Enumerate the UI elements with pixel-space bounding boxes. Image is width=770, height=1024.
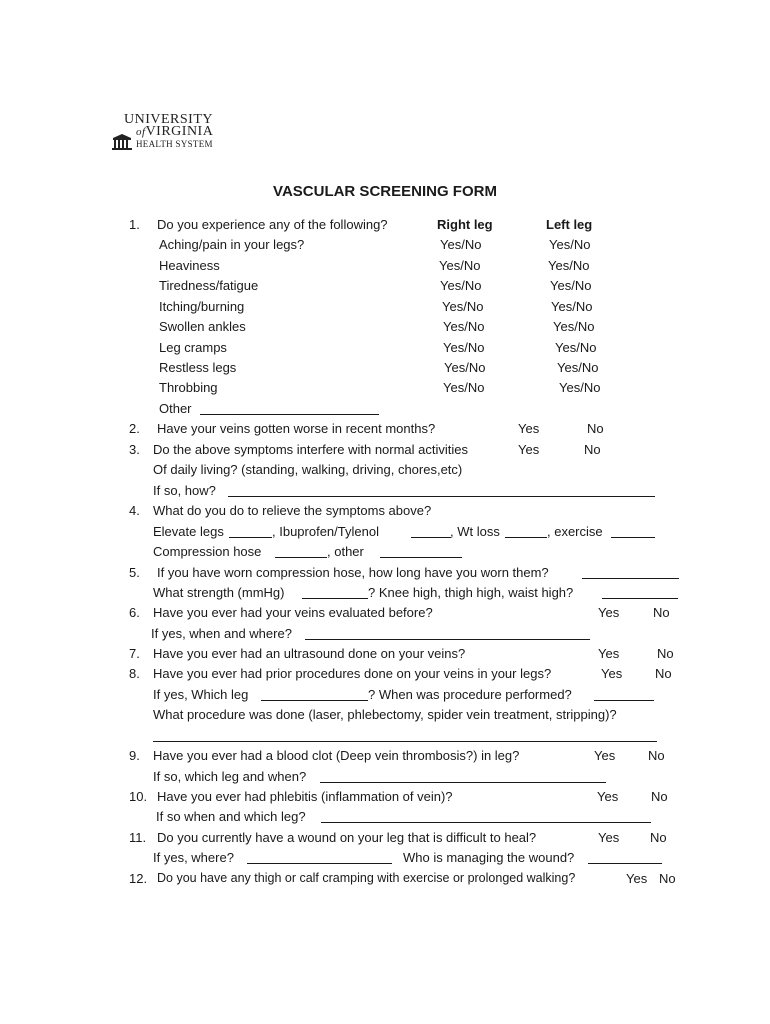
q1-item: Tiredness/fatigue — [159, 278, 259, 293]
q8-when-label: ? When was procedure performed? — [368, 687, 572, 702]
q9-text: Have you ever had a blood clot (Deep vein thrombosis?) in leg? — [153, 748, 520, 763]
logo-line-1: UNIVERSITY — [124, 112, 213, 127]
left-yes-no[interactable]: Yes/No — [559, 380, 601, 395]
q3-no[interactable]: No — [584, 442, 601, 457]
q1-item: Swollen ankles — [159, 319, 246, 334]
left-yes-no[interactable]: Yes/No — [548, 258, 590, 273]
q6-no[interactable]: No — [653, 605, 670, 620]
rotunda-icon — [112, 134, 132, 150]
right-yes-no[interactable]: Yes/No — [440, 278, 482, 293]
q1-item: Leg cramps — [159, 340, 227, 355]
q4-text: What do you do to relieve the symptoms above? — [153, 503, 432, 518]
q7-no[interactable]: No — [657, 646, 674, 661]
q4-other-label: , other — [327, 544, 364, 559]
left-yes-no[interactable]: Yes/No — [555, 340, 597, 355]
q8-no[interactable]: No — [655, 666, 672, 681]
q4-hose-label: Compression hose — [153, 544, 262, 559]
right-leg-header: Right leg — [437, 217, 493, 232]
q4-wtloss-label: , Wt loss — [450, 524, 500, 539]
q4-elevate-field[interactable] — [229, 537, 272, 538]
q11-where-label: If yes, where? — [153, 850, 234, 865]
q9-number: 9. — [129, 748, 140, 763]
q5-strength-label: What strength (mmHg) — [153, 585, 285, 600]
q8-which-field[interactable] — [261, 700, 368, 701]
form-title: VASCULAR SCREENING FORM — [273, 183, 497, 200]
right-yes-no[interactable]: Yes/No — [440, 237, 482, 252]
q8-number: 8. — [129, 666, 140, 681]
q1-item: Throbbing — [159, 380, 218, 395]
q4-exercise-label: , exercise — [547, 524, 603, 539]
q8-yes[interactable]: Yes — [601, 666, 623, 681]
q4-other-field[interactable] — [380, 557, 462, 558]
q10-yes[interactable]: Yes — [597, 789, 619, 804]
q2-text: Have your veins gotten worse in recent months? — [157, 421, 436, 436]
logo-line-3: HEALTH SYSTEM — [136, 139, 213, 149]
q11-no[interactable]: No — [650, 830, 667, 845]
q11-managing-field[interactable] — [588, 863, 662, 864]
q6-when-label: If yes, when and where? — [151, 626, 292, 641]
q8-what-label: What procedure was done (laser, phlebectomy, spider vein treatment, stripping)? — [153, 707, 617, 722]
q8-what-field[interactable] — [153, 741, 657, 742]
q5-duration-field[interactable] — [582, 578, 679, 579]
q12-text: Do you have any thigh or calf cramping with exercise or prolonged walking? — [157, 871, 576, 885]
q3-number: 3. — [129, 442, 140, 457]
left-yes-no[interactable]: Yes/No — [557, 360, 599, 375]
q1-item: Aching/pain in your legs? — [159, 237, 305, 252]
q11-number: 11. — [129, 830, 147, 845]
q7-yes[interactable]: Yes — [598, 646, 620, 661]
left-yes-no[interactable]: Yes/No — [549, 237, 591, 252]
q9-which-field[interactable] — [320, 782, 606, 783]
q3-how-field[interactable] — [228, 496, 655, 497]
right-yes-no[interactable]: Yes/No — [443, 380, 485, 395]
q4-ibuprofen-field[interactable] — [411, 537, 451, 538]
right-yes-no[interactable]: Yes/No — [442, 299, 484, 314]
q2-yes[interactable]: Yes — [518, 421, 540, 436]
right-yes-no[interactable]: Yes/No — [439, 258, 481, 273]
q8-when-field[interactable] — [594, 700, 654, 701]
q9-which-label: If so, which leg and when? — [153, 769, 307, 784]
q11-managing-label: Who is managing the wound? — [403, 850, 575, 865]
logo-of: of — [136, 126, 146, 138]
q10-when-label: If so when and which leg? — [156, 809, 306, 824]
q11-text: Do you currently have a wound on your leg that is difficult to heal? — [157, 830, 537, 845]
q1-number: 1. — [129, 217, 140, 232]
q1-item: Restless legs — [159, 360, 237, 375]
q7-number: 7. — [129, 646, 140, 661]
left-yes-no[interactable]: Yes/No — [553, 319, 595, 334]
q5-strength-field[interactable] — [302, 598, 368, 599]
q5-number: 5. — [129, 565, 140, 580]
q4-hose-field[interactable] — [275, 557, 327, 558]
q6-number: 6. — [129, 605, 140, 620]
q3-yes[interactable]: Yes — [518, 442, 540, 457]
logo-line-2 — [136, 124, 213, 140]
q10-no[interactable]: No — [651, 789, 668, 804]
q4-number: 4. — [129, 503, 140, 518]
q12-yes[interactable]: Yes — [626, 871, 648, 886]
q3-how-label: If so, how? — [153, 483, 216, 498]
left-yes-no[interactable]: Yes/No — [550, 278, 592, 293]
q5-knee-field[interactable] — [602, 598, 678, 599]
q3-text: Do the above symptoms interfere with normal activities — [153, 442, 469, 457]
q6-when-field[interactable] — [305, 639, 590, 640]
q1-item: Itching/burning — [159, 299, 245, 314]
logo-virginia: VIRGINIA — [145, 124, 214, 139]
q8-text: Have you ever had prior procedures done on your veins in your legs? — [153, 666, 552, 681]
q5-knee-label: ? Knee high, thigh high, waist high? — [368, 585, 574, 600]
q4-elevate-label: Elevate legs — [153, 524, 224, 539]
q6-text: Have you ever had your veins evaluated before? — [153, 605, 433, 620]
q1-item: Heaviness — [159, 258, 220, 273]
q1-other-label: Other — [159, 401, 192, 416]
q8-which-label: If yes, Which leg — [153, 687, 249, 702]
q4-wtloss-field[interactable] — [505, 537, 547, 538]
q11-where-field[interactable] — [247, 863, 392, 864]
q2-no[interactable]: No — [587, 421, 604, 436]
left-yes-no[interactable]: Yes/No — [551, 299, 593, 314]
right-yes-no[interactable]: Yes/No — [444, 360, 486, 375]
q1-text: Do you experience any of the following? — [157, 217, 388, 232]
left-leg-header: Left leg — [546, 217, 593, 232]
q10-number: 10. — [129, 789, 148, 804]
right-yes-no[interactable]: Yes/No — [443, 340, 485, 355]
q12-number: 12. — [129, 871, 148, 886]
q9-no[interactable]: No — [648, 748, 665, 763]
q1-other-field[interactable] — [200, 414, 379, 415]
q6-yes[interactable]: Yes — [598, 605, 620, 620]
q12-no[interactable]: No — [659, 871, 676, 886]
q11-yes[interactable]: Yes — [598, 830, 620, 845]
q9-yes[interactable]: Yes — [594, 748, 616, 763]
q7-text: Have you ever had an ultrasound done on your veins? — [153, 646, 466, 661]
q10-text: Have you ever had phlebitis (inflammation of vein)? — [157, 789, 453, 804]
university-logo — [112, 112, 222, 152]
q2-number: 2. — [129, 421, 140, 436]
q5-text: If you have worn compression hose, how long have you worn them? — [157, 565, 549, 580]
q4-exercise-field[interactable] — [611, 537, 655, 538]
q4-ibuprofen-label: , Ibuprofen/Tylenol — [272, 524, 379, 539]
q3-text-2: Of daily living? (standing, walking, driving, chores,etc) — [153, 462, 463, 477]
right-yes-no[interactable]: Yes/No — [443, 319, 485, 334]
q10-when-field[interactable] — [321, 822, 651, 823]
